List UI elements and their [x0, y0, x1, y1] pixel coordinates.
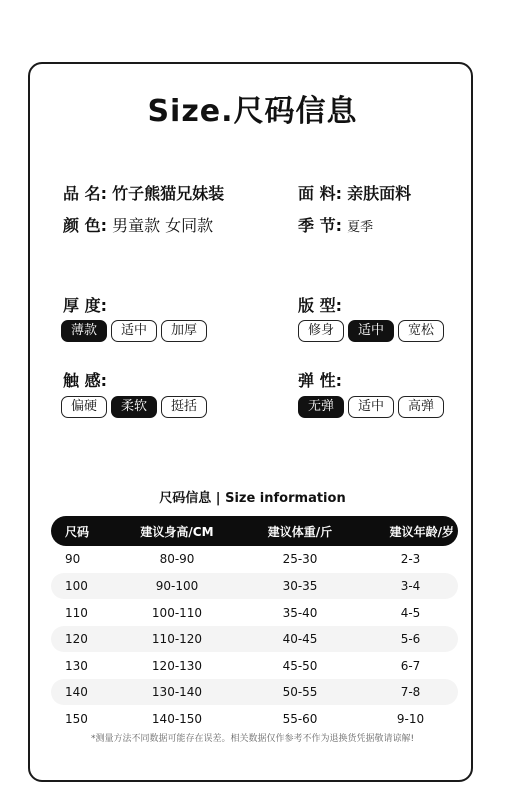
cell-weight: 25-30	[282, 552, 318, 566]
cell-weight: 40-45	[282, 632, 318, 646]
fit-options	[298, 320, 444, 342]
cell-height: 120-130	[151, 659, 203, 673]
touch-option-crisp: 挺括	[161, 396, 207, 418]
elasticity-option-medium: 适中	[348, 396, 394, 418]
table-row	[51, 626, 458, 652]
thickness-options	[61, 320, 207, 342]
color-value: 男童款 女同款	[112, 216, 214, 235]
cell-age: 3-4	[400, 579, 421, 593]
elasticity-label: 弹 性:	[298, 371, 342, 390]
elasticity-option-high: 高弹	[398, 396, 444, 418]
touch-option-firm: 偏硬	[61, 396, 107, 418]
season-row	[298, 213, 373, 236]
header-age: 建议年龄/岁	[389, 524, 454, 539]
fabric-row	[298, 181, 411, 204]
fit-option-loose: 宽松	[398, 320, 444, 342]
fabric-value: 亲肤面料	[347, 184, 412, 203]
elasticity-option-none: 无弹	[298, 396, 344, 418]
cell-age: 7-8	[400, 685, 421, 699]
color-label: 颜 色:	[63, 216, 107, 235]
thickness-option-thick: 加厚	[161, 320, 207, 342]
cell-height: 100-110	[151, 606, 203, 620]
fit-option-slim: 修身	[298, 320, 344, 342]
disclaimer-note: *测量方法不同数据可能存在误差。相关数据仅作参考不作为退换货凭据敬请谅解!	[90, 734, 415, 744]
season-value: 夏季	[347, 220, 374, 235]
touch-option-soft: 柔软	[111, 396, 157, 418]
product-name-label: 品 名:	[63, 184, 107, 203]
cell-size: 100	[65, 579, 88, 593]
header-size: 尺码	[65, 524, 90, 539]
table-row	[51, 573, 458, 599]
season-label: 季 节:	[298, 216, 342, 235]
thickness-option-thin: 薄款	[61, 320, 107, 342]
touch-label: 触 感:	[63, 371, 107, 390]
cell-age: 9-10	[396, 712, 425, 726]
header-height: 建议身高/CM	[140, 524, 214, 539]
cell-height: 140-150	[151, 712, 203, 726]
product-name-value: 竹子熊猫兄妹装	[112, 184, 225, 203]
cell-age: 4-5	[400, 606, 421, 620]
thickness-label: 厚 度:	[63, 296, 107, 315]
table-row	[51, 546, 458, 572]
page-title: Size.尺码信息	[147, 94, 358, 129]
cell-age: 6-7	[400, 659, 421, 673]
cell-size: 130	[65, 659, 88, 673]
fit-option-regular: 适中	[348, 320, 394, 342]
header-weight: 建议体重/斤	[267, 524, 333, 539]
cell-age: 5-6	[400, 632, 421, 646]
size-table-header	[51, 516, 458, 546]
table-row	[51, 600, 458, 626]
cell-height: 110-120	[151, 632, 203, 646]
product-name-row	[63, 181, 224, 204]
table-row	[51, 653, 458, 679]
cell-height: 80-90	[159, 552, 195, 566]
cell-height: 130-140	[151, 685, 203, 699]
color-row	[63, 213, 213, 236]
cell-weight: 55-60	[282, 712, 318, 726]
table-row	[51, 706, 458, 732]
cell-size: 150	[65, 712, 88, 726]
cell-weight: 35-40	[282, 606, 318, 620]
elasticity-options	[298, 396, 444, 418]
cell-weight: 30-35	[282, 579, 318, 593]
cell-height: 90-100	[155, 579, 199, 593]
cell-size: 90	[65, 552, 81, 566]
cell-size: 120	[65, 632, 88, 646]
cell-size: 140	[65, 685, 88, 699]
cell-weight: 45-50	[282, 659, 318, 673]
touch-options	[61, 396, 207, 418]
fabric-label: 面 料:	[298, 184, 342, 203]
cell-size: 110	[65, 606, 88, 620]
table-row	[51, 679, 458, 705]
thickness-option-medium: 适中	[111, 320, 157, 342]
cell-weight: 50-55	[282, 685, 318, 699]
fit-label: 版 型:	[298, 296, 342, 315]
size-table-title: 尺码信息 | Size information	[159, 491, 346, 506]
cell-age: 2-3	[400, 552, 421, 566]
